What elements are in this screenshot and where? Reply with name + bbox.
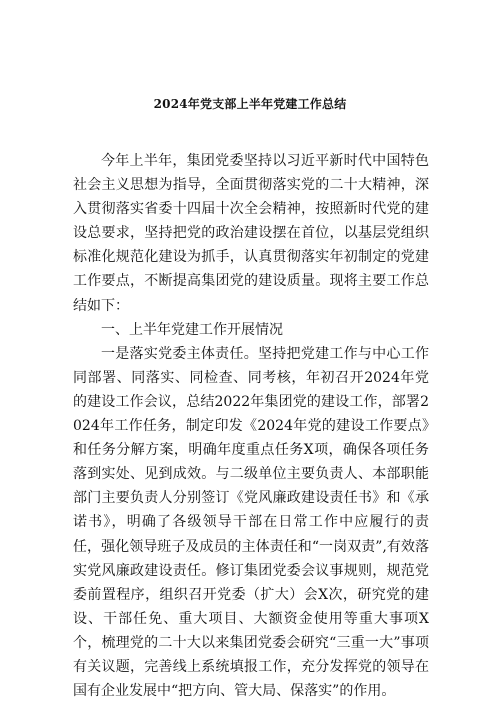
document-title: 2024年党支部上半年党建工作总结 [153,97,347,111]
intro-paragraph: 今年上半年，集团党委坚持以习近平新时代中国特色社会主义思想为指导，全面贯彻落实党的二十大精神，深入贯彻落实省委十四届十次全会精神，按照新时代党的建设总要求，坚持把党的政治建设摆在首位，以基层党组织标准化规范化建设为抓手，认真贯彻落实年初制定的党建工作要点，不断提高集团党的建设质量。现将主要工作总结如下： [73,153,429,314]
body-paragraph: 一是落实党委主体责任。坚持把党建工作与中心工作同部署、同落实、同检查、同考核，年初召开2024年党的建设工作会议，总结2022年集团党的建设工作，部署2024年工作任务，制定印发《2024年党的建设工作要点》和任务分解方案，明确年度重点任务X项，确保各项任务落到实处、见到成效。与二级单位主要负责人、本部职能部门主要负责人分别签订《党风廉政建设责任书》和《承诺书》，明确了各级领导干部在日常工作中应履行的责任，强化领导班子及成员的主体责任和“一岗双责”,有效落实党风廉政建设责任。修订集团党委会议事规则，规范党委前置程序，组织召开党委（扩大）会X次，研究党的建设、干部任免、重大项目、大额资金使用等重大事项X个，梳理党的二十大以来集团党委会研究“三重一大”事项有关议题，完善线上系统填报工作，充分发挥党的领导在国有企业发展中“把方向、管大局、保落实”的作用。 [73,345,429,700]
section-heading: 一、上半年党建工作开展情况 [101,321,283,338]
document-body [73,149,429,703]
